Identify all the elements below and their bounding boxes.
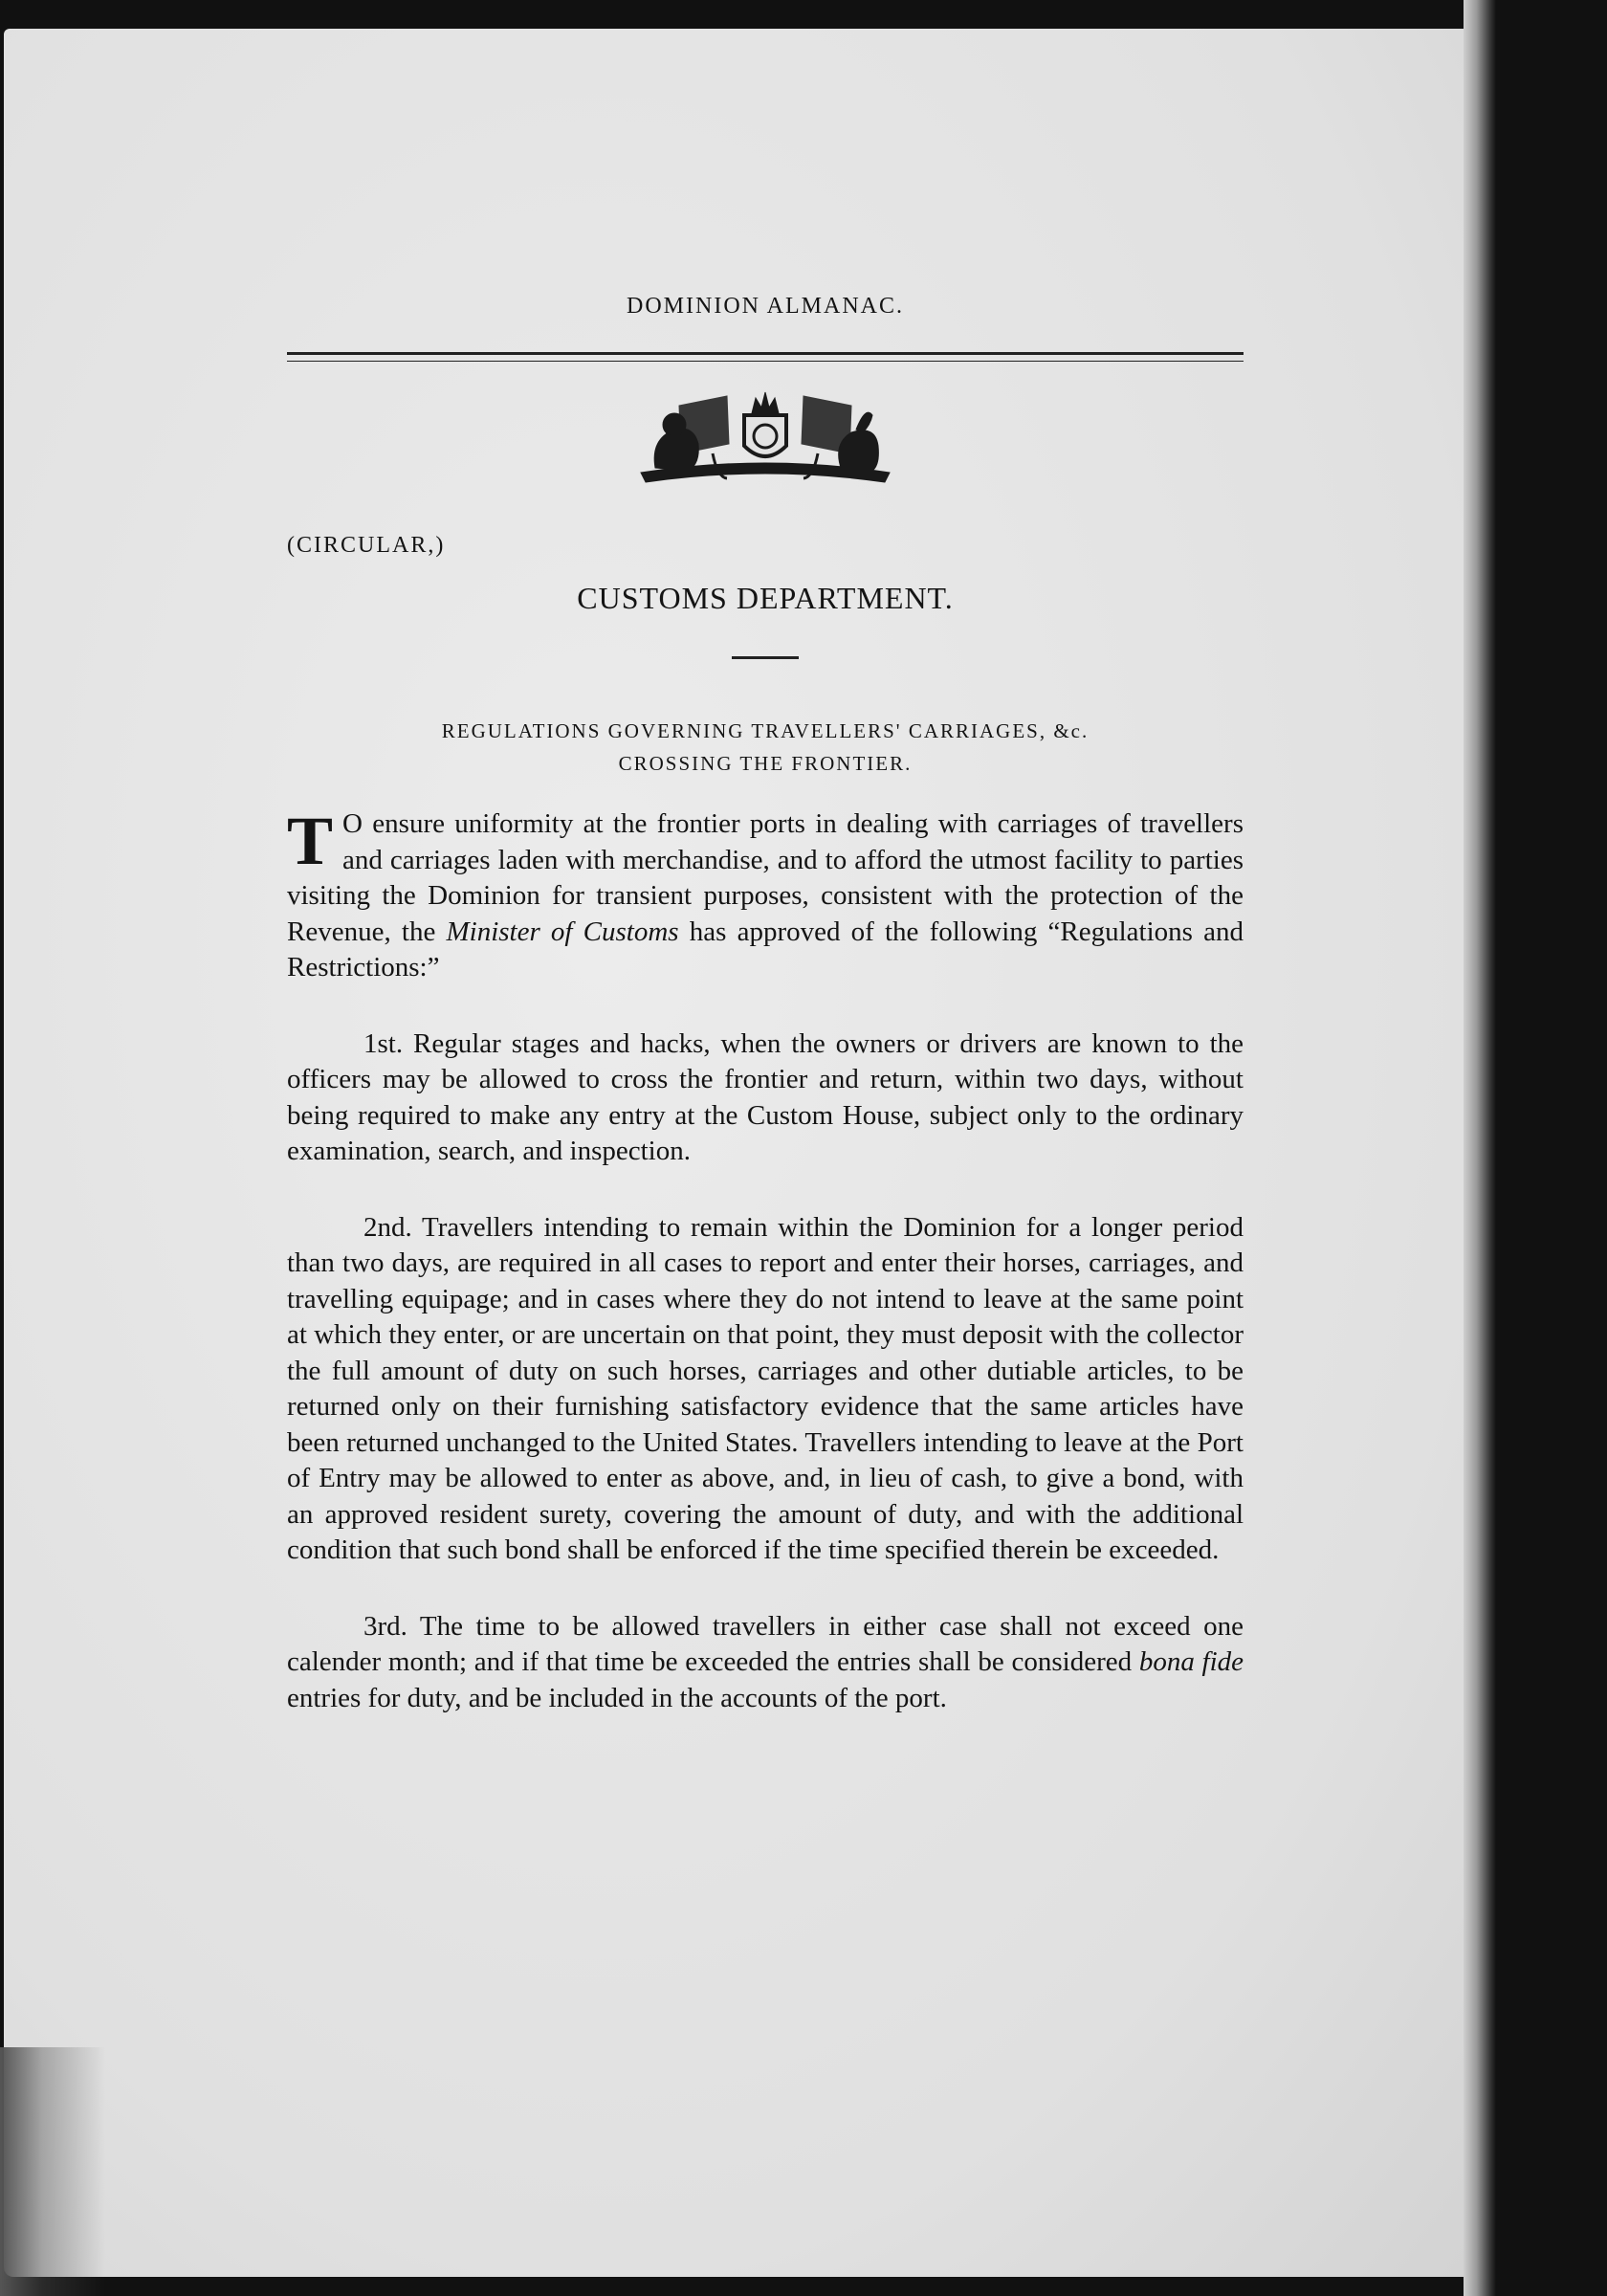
short-rule <box>732 656 799 659</box>
intro-paragraph <box>287 803 1244 986</box>
bona-fide: bona fide <box>1138 1646 1244 1677</box>
minister-of-customs: Minister of Customs <box>446 916 679 947</box>
circular-label: (CIRCULAR,) <box>287 533 446 558</box>
page-content <box>287 287 1244 1716</box>
regulations-title-line2: CROSSING THE FRONTIER. <box>618 752 913 775</box>
paragraph-2nd: 2nd. Travellers intending to remain within the Dominion for a longer period than two days, are required in all cases to report and enter their horses, carriages, and travelling equipage; and in cases where they do not intend to leave at the same point at which they enter, or are uncertain on that point, they must deposit with the collector the full amount of duty on such horses, carriages and other dutiable articles, to be returned only on their furnishing satisfactory evidence that the same articles have been returned unchanged to the United States. Travellers intending to leave at the Port of Entry may be allowed to enter as above, and, in lieu of cash, to give a bond, with an approved resident surety, covering the amount of duty, and with the additional condition that such bond shall be enforced if the time specified therein be exceeded. <box>287 1211 1244 1565</box>
double-rule <box>287 352 1244 362</box>
paragraph-3rd-text-end: entries for duty, and be included in the accounts of the port. <box>287 1682 947 1713</box>
royal-coat-of-arms-icon <box>622 386 909 492</box>
paragraph-3rd <box>287 1609 1244 1717</box>
crest <box>287 386 1244 492</box>
binding-edge <box>1464 0 1496 2296</box>
paragraph-3rd-text: 3rd. The time to be allowed travellers in either case shall not exceed one calender month; and if that time be exceeded the entries shall be considered <box>287 1610 1244 1677</box>
regulations-title <box>287 715 1244 780</box>
drop-cap: T <box>287 803 334 879</box>
department-title: CUSTOMS DEPARTMENT. <box>577 581 954 615</box>
intro-text-end: has approved of the following “Regulations and Restrictions:” <box>287 916 1244 982</box>
regulations-title-line1: REGULATIONS GOVERNING TRAVELLERS' CARRIAGES, &c. <box>441 719 1090 742</box>
intro-text: O ensure uniformity at the frontier ports in dealing with carriages of travellers and carriages laden with merchandise, and to afford the utmost facility to parties visiting the Dominion for transient purposes, consistent with the protection of the Revenue, the <box>287 808 1244 947</box>
running-head: DOMINION ALMANAC. <box>627 294 904 319</box>
page-corner-shadow <box>0 2047 105 2296</box>
paragraph-1st: 1st. Regular stages and hacks, when the owners or drivers are known to the officers may be allowed to cross the frontier and return, within two days, without being required to make any entry at the Custom House, subject only to the ordinary examination, search, and inspection. <box>287 1027 1244 1166</box>
